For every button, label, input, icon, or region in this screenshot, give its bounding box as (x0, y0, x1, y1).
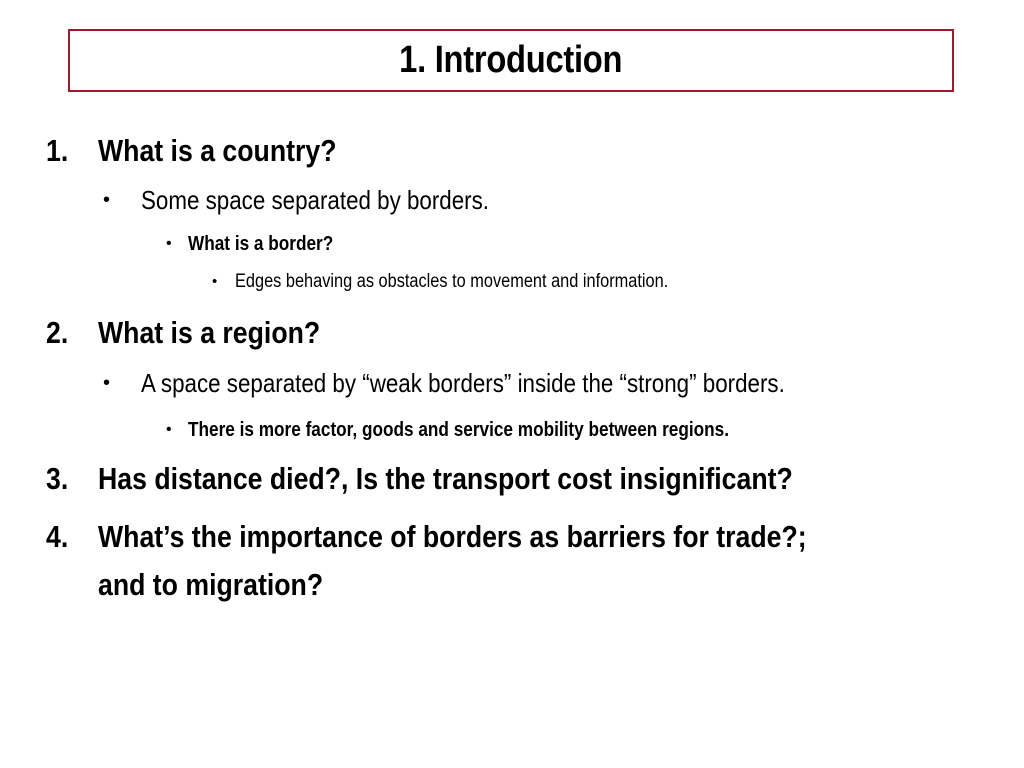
item-2-sub-1: A space separated by “weak borders” inside the “strong” borders. (141, 368, 785, 398)
item-1-sub-1-1-1: Edges behaving as obstacles to movement and information. (235, 271, 669, 292)
item-4-continuation: and to migration? (98, 567, 324, 602)
bullet-icon: • (103, 189, 111, 211)
bullet-icon: • (103, 372, 111, 394)
bullet-icon: • (212, 273, 218, 290)
item-1-sub-1-1: What is a border? (188, 233, 334, 255)
item-3-question: Has distance died?, Is the transport cost insignificant? (98, 461, 793, 496)
item-2-question: What is a region? (98, 315, 321, 350)
item-number-2: 2. (46, 315, 69, 350)
item-number-4: 4. (46, 519, 69, 554)
slide-title-box (68, 29, 954, 92)
slide-title: 1. Introduction (399, 39, 623, 81)
item-1-question: What is a country? (98, 133, 337, 168)
item-1-sub-1: Some space separated by borders. (141, 185, 490, 215)
item-number-3: 3. (46, 461, 69, 496)
bullet-icon: • (166, 421, 172, 438)
item-4-question: What’s the importance of borders as barriers for trade?; (98, 519, 807, 554)
item-2-sub-1-1: There is more factor, goods and service mobility between regions. (188, 419, 729, 441)
item-number-1: 1. (46, 133, 69, 168)
bullet-icon: • (166, 235, 172, 252)
